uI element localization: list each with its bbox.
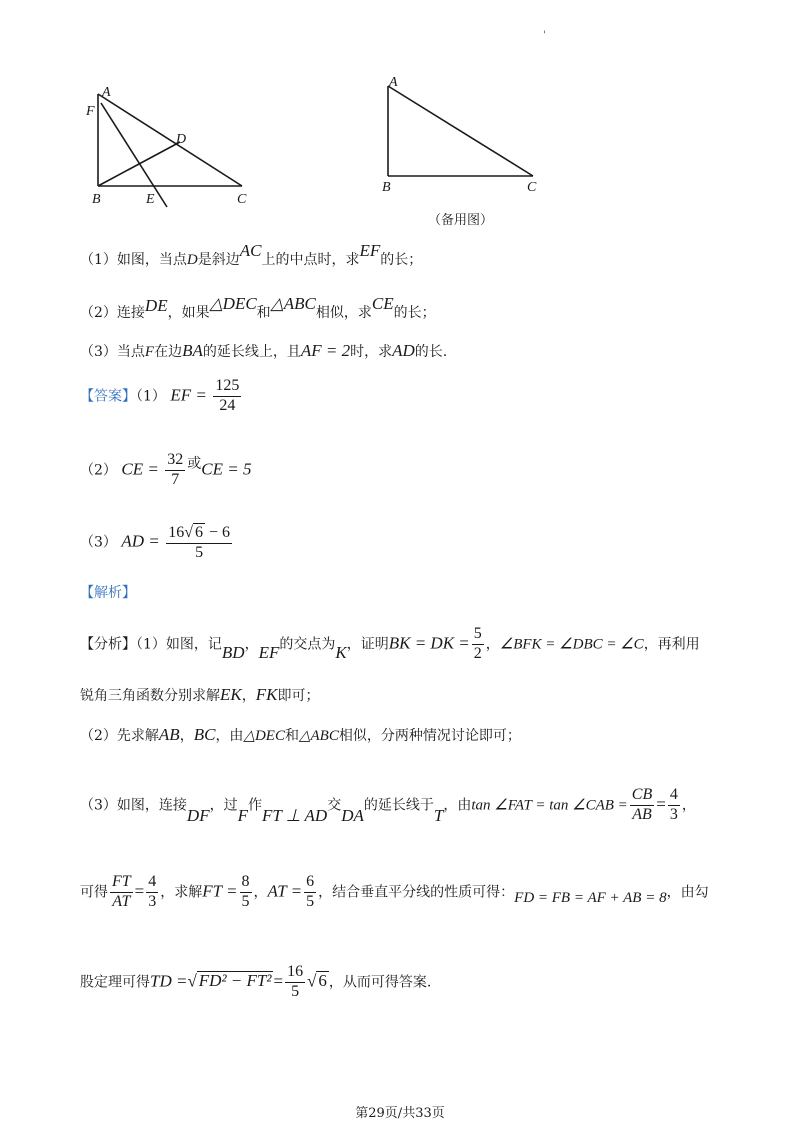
fraction: $\frac{16√ 6 - 6}{5}$	[168, 524, 231, 561]
fraction: $\frac{16}{5}$	[287, 963, 304, 1000]
label-e: E	[146, 192, 155, 207]
segment-ac	[98, 94, 242, 186]
question-1: （1）如图，当点D是斜边AC上的中点时，求EF的长；	[80, 241, 423, 268]
label-b: B	[92, 192, 101, 207]
label-a: A	[389, 75, 398, 90]
fraction: $\frac{5}{2}$	[473, 625, 482, 662]
analysis-line-5: 可得 $\frac{FT}{AT}$ = $\frac{4}{3}$ ，求解FT = $\frac{8}{5}$ ，AT = $\frac{6}{5}$ ，结合垂直平分线的性质可得：FD = FB = AF + AB = 8，由勾	[80, 873, 709, 910]
fraction: $\frac{125}{24}$	[215, 377, 240, 414]
label-a: A	[102, 85, 111, 100]
analysis-line-6: 股定理可得TD =√ FD² − FT² = $\frac{16}{5}$ √ 6 ，从而可得答案.	[80, 963, 432, 1000]
figure-2-diagram	[375, 72, 555, 197]
label-c: C	[527, 180, 537, 195]
label-f: F	[86, 104, 95, 119]
label-d: D	[176, 132, 187, 147]
segment-ac	[388, 86, 533, 176]
fraction: $\frac{4}{3}$	[669, 786, 678, 823]
fraction: $\frac{FT}{AT}$	[112, 873, 131, 910]
label-b: B	[382, 180, 391, 195]
corner-mark: '	[543, 30, 546, 41]
page-footer: 第29页/共33页	[355, 1106, 445, 1121]
question-3: （3）当点F在边BA的延长线上，且AF = 2时，求AD的长.	[80, 341, 448, 360]
figure-1-diagram	[80, 80, 270, 210]
answer-1: 【答案】（1） EF = $\frac{125}{24}$	[80, 377, 240, 414]
label-c: C	[237, 192, 247, 207]
fraction: $\frac{CB}{AB}$	[631, 786, 653, 823]
analysis-line-3: （2）先求解AB，BC，由△DEC和△ABC相似，分两种情况讨论即可；	[80, 725, 521, 744]
fraction: $\frac{8}{5}$	[241, 873, 250, 910]
fraction: $\frac{4}{3}$	[148, 873, 157, 910]
radical: FD² − FT²	[198, 971, 272, 991]
analysis-tag: 【解析】	[80, 585, 136, 601]
analysis-line-1: 【分析】（1）如图，记BD，EF的交点为K，证明BK = DK = $\frac{5}{2}$ ，∠BFK = ∠DBC = ∠C，再利用	[80, 625, 700, 663]
answer-3: （3） AD = $\frac{16√ 6 - 6}{5}$	[80, 524, 231, 561]
answer-tag: 【答案】	[80, 388, 136, 405]
analysis-line-2: 锐角三角函数分别求解EK，FK即可；	[80, 685, 320, 704]
answer-2: （2） CE = $\frac{32}{7}$ 或CE = 5	[80, 451, 252, 488]
figure-2-caption: （备用图）	[428, 213, 494, 228]
fraction: $\frac{6}{5}$	[306, 873, 315, 910]
question-2: （2）连接DE，如果△DEC和△ABC相似，求CE的长；	[80, 294, 436, 321]
fraction: $\frac{32}{7}$	[167, 451, 184, 488]
analysis-line-4: （3）如图，连接DF，过F作FT ⊥ AD交DA的延长线于T，由tan ∠FAT = tan ∠CAB = $\frac{CB}{AB}$ = $\frac{4}{3}$ ，	[80, 786, 696, 826]
